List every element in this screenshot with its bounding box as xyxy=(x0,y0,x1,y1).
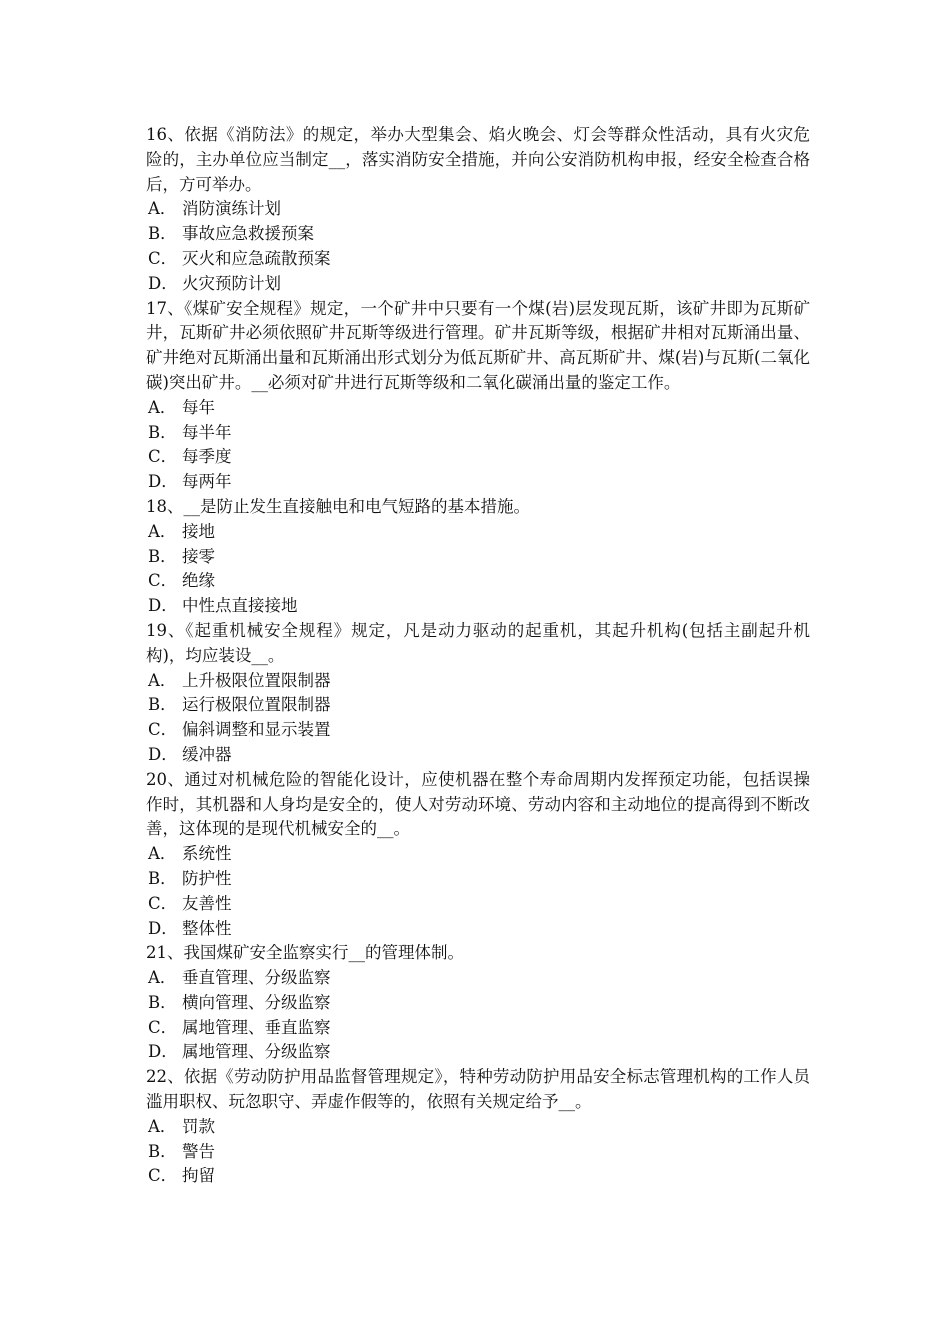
option-letter: D． xyxy=(148,1042,178,1062)
option-text: 运行极限位置限制器 xyxy=(182,695,331,715)
question-19 xyxy=(146,619,810,768)
option-a xyxy=(146,842,810,867)
option-letter: B． xyxy=(148,224,177,244)
option-c xyxy=(146,1016,810,1041)
option-c xyxy=(146,569,810,594)
document-page xyxy=(146,123,810,1189)
option-c xyxy=(146,718,810,743)
option-letter: A． xyxy=(148,670,177,690)
option-b xyxy=(146,545,810,570)
option-text: 接零 xyxy=(182,546,215,566)
option-b xyxy=(146,421,810,446)
option-text: 每季度 xyxy=(182,447,232,467)
option-text: 整体性 xyxy=(182,918,232,938)
option-text: 系统性 xyxy=(182,844,232,864)
option-letter: A． xyxy=(148,397,177,417)
option-c xyxy=(146,445,810,470)
option-b xyxy=(146,222,810,247)
option-text: 属地管理、分级监察 xyxy=(182,1042,331,1062)
option-a xyxy=(146,396,810,421)
question-18 xyxy=(146,495,810,619)
question-stem: 21、我国煤矿安全监察实行__的管理体制。 xyxy=(146,943,464,963)
option-letter: B． xyxy=(148,695,177,715)
question-20 xyxy=(146,768,810,942)
option-a xyxy=(146,197,810,222)
option-letter: B． xyxy=(148,546,177,566)
option-letter: B． xyxy=(148,992,177,1012)
option-letter: D． xyxy=(148,918,178,938)
option-text: 火灾预防计划 xyxy=(182,273,281,293)
option-text: 偏斜调整和显示装置 xyxy=(182,720,331,740)
option-d xyxy=(146,272,810,297)
option-text: 上升极限位置限制器 xyxy=(182,670,331,690)
option-text: 每半年 xyxy=(182,422,232,442)
option-text: 每年 xyxy=(182,397,215,417)
option-text: 垂直管理、分级监察 xyxy=(182,968,331,988)
option-letter: B． xyxy=(148,422,177,442)
option-text: 消防演练计划 xyxy=(182,199,281,219)
option-letter: C． xyxy=(148,248,178,268)
option-text: 事故应急救援预案 xyxy=(182,224,314,244)
option-c xyxy=(146,1164,810,1189)
question-stem: 22、依据《劳动防护用品监督管理规定》，特种劳动防护用品安全标志管理机构的工作人员滥用职权、玩忽职守、弄虚作假等的，依照有关规定给予__。 xyxy=(146,1067,810,1112)
option-d xyxy=(146,470,810,495)
option-a xyxy=(146,1115,810,1140)
option-letter: A． xyxy=(148,968,177,988)
option-text: 每两年 xyxy=(182,472,232,492)
option-text: 属地管理、垂直监察 xyxy=(182,1017,331,1037)
option-b xyxy=(146,991,810,1016)
question-stem: 20、通过对机械危险的智能化设计，应使机器在整个寿命周期内发挥预定功能，包括误操作时，其机器和人身均是安全的，使人对劳动环境、劳动内容和主动地位的提高得到不断改善，这体现的是现代机械安全的__。 xyxy=(146,769,810,839)
option-letter: C． xyxy=(148,571,178,591)
option-d xyxy=(146,743,810,768)
question-stem: 16、依据《消防法》的规定，举办大型集会、焰火晚会、灯会等群众性活动，具有火灾危险的，主办单位应当制定__，落实消防安全措施，并向公安消防机构申报，经安全检查合格后，方可举办。 xyxy=(146,125,810,194)
option-a xyxy=(146,669,810,694)
option-a xyxy=(146,966,810,991)
question-22 xyxy=(146,1065,810,1189)
question-16 xyxy=(146,123,810,297)
option-text: 缓冲器 xyxy=(182,744,232,764)
question-21 xyxy=(146,941,810,1065)
option-a xyxy=(146,520,810,545)
option-letter: B． xyxy=(148,868,177,888)
option-text: 罚款 xyxy=(182,1116,215,1136)
option-text: 中性点直接接地 xyxy=(182,596,298,616)
question-stem: 18、__是防止发生直接触电和电气短路的基本措施。 xyxy=(146,496,530,516)
option-c xyxy=(146,892,810,917)
option-letter: C． xyxy=(148,447,178,467)
option-letter: D． xyxy=(148,596,178,616)
option-d xyxy=(146,917,810,942)
option-text: 防护性 xyxy=(182,868,232,888)
option-text: 灭火和应急疏散预案 xyxy=(182,248,331,268)
question-stem: 19、《起重机械安全规程》规定，凡是动力驱动的起重机，其起升机构(包括主副起升机构)，均应装设__。 xyxy=(146,620,810,665)
option-letter: D． xyxy=(148,273,178,293)
option-letter: D． xyxy=(148,472,178,492)
option-b xyxy=(146,693,810,718)
option-d xyxy=(146,594,810,619)
option-letter: C． xyxy=(148,1166,178,1186)
option-b xyxy=(146,867,810,892)
option-text: 绝缘 xyxy=(182,571,215,591)
option-letter: B． xyxy=(148,1141,177,1161)
option-text: 接地 xyxy=(182,521,215,541)
option-text: 警告 xyxy=(182,1141,215,1161)
question-17 xyxy=(146,297,810,495)
option-letter: C． xyxy=(148,720,178,740)
option-letter: A． xyxy=(148,844,177,864)
option-letter: A． xyxy=(148,1116,177,1136)
option-text: 横向管理、分级监察 xyxy=(182,992,331,1012)
option-text: 拘留 xyxy=(182,1166,215,1186)
option-text: 友善性 xyxy=(182,893,232,913)
option-d xyxy=(146,1040,810,1065)
option-letter: A． xyxy=(148,521,177,541)
option-letter: A． xyxy=(148,199,177,219)
option-b xyxy=(146,1140,810,1165)
option-letter: C． xyxy=(148,1017,178,1037)
option-letter: D． xyxy=(148,744,178,764)
option-letter: C． xyxy=(148,893,178,913)
option-c xyxy=(146,247,810,272)
question-stem: 17、《煤矿安全规程》规定，一个矿井中只要有一个煤(岩)层发现瓦斯，该矿井即为瓦斯矿井，瓦斯矿井必须依照矿井瓦斯等级进行管理。矿井瓦斯等级，根据矿井相对瓦斯涌出量、矿井绝对瓦斯涌出量和瓦斯涌出形式划分为低瓦斯矿井、高瓦斯矿井、煤(岩)与瓦斯(二氧化碳)突出矿井。__必须对矿井进行瓦斯等级和二氧化碳涌出量的鉴定工作。 xyxy=(146,298,810,392)
